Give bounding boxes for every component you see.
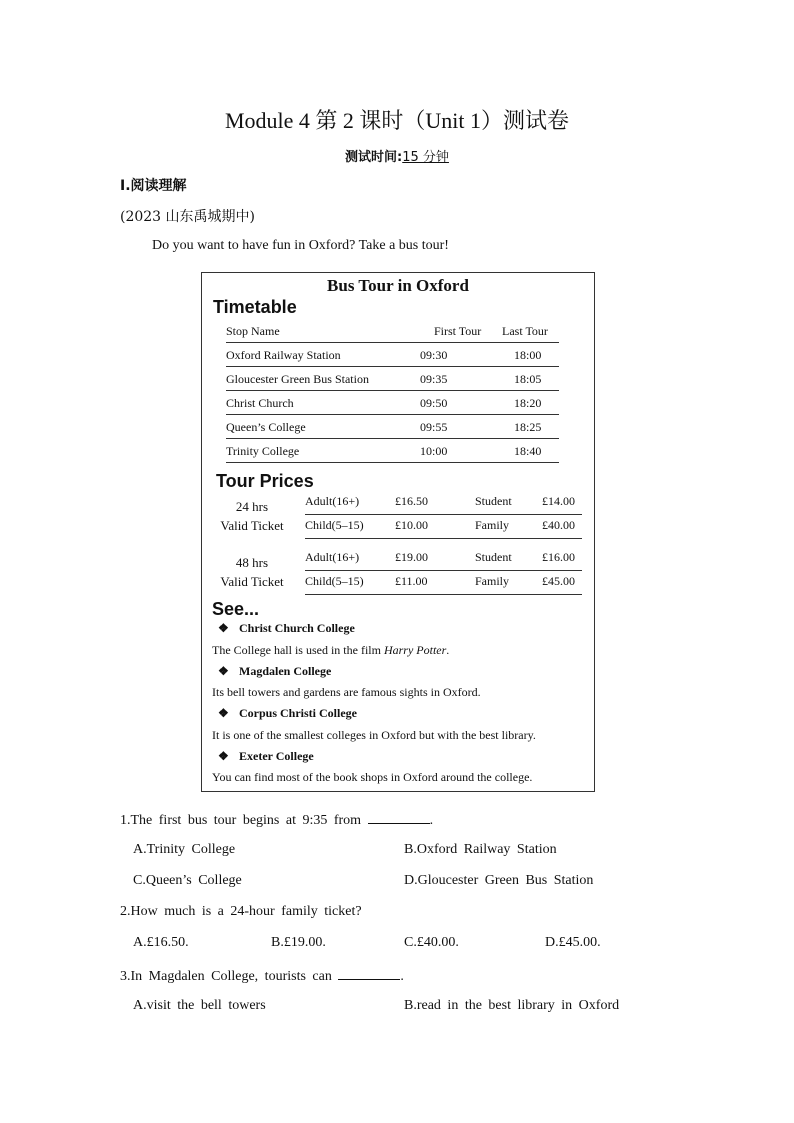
- ticket-type: Valid Ticket: [220, 574, 284, 589]
- answer-blank[interactable]: [338, 967, 400, 980]
- header-stop-name: Stop Name: [226, 324, 280, 338]
- timetable-row: [226, 391, 559, 415]
- price-category: Adult(16+): [305, 494, 360, 508]
- price-category: Family: [475, 574, 510, 588]
- college-name: Magdalen College: [239, 664, 332, 678]
- timetable-row: [226, 367, 559, 391]
- price-category: Family: [475, 518, 510, 532]
- first-tour-time: 10:00: [420, 444, 448, 458]
- duration: 48 hrs: [235, 555, 269, 570]
- desc-text: You can find most of the book shops in Oxford around the college.: [212, 770, 533, 784]
- see-item: [218, 621, 355, 636]
- college-name: Corpus Christi College: [239, 706, 357, 720]
- test-time-value: 15 分钟: [402, 150, 449, 165]
- answer-blank[interactable]: [368, 811, 430, 824]
- last-tour-time: 18:05: [514, 372, 542, 386]
- price-value: £16.50: [395, 494, 428, 508]
- timetable-heading: Timetable: [213, 297, 297, 317]
- first-tour-time: 09:30: [420, 348, 448, 362]
- bus-tour-notice: [201, 272, 595, 792]
- question-stem: 1.The first bus tour begins at 9:35 from: [120, 813, 368, 828]
- desc-text: It is one of the smallest colleges in Oxford but with the best library.: [212, 728, 536, 742]
- price-group-label: [212, 497, 292, 535]
- price-row: [305, 547, 582, 571]
- price-group-label: [212, 553, 292, 591]
- question-3: [120, 967, 404, 985]
- intro-text: Do you want to have fun in Oxford? Take a bus tour!: [152, 238, 449, 253]
- option-a[interactable]: A.Trinity College: [133, 842, 236, 857]
- option-d[interactable]: D.Gloucester Green Bus Station: [404, 873, 594, 888]
- stop-name: Queen’s College: [226, 420, 306, 434]
- desc-text: The College hall is used in the film: [212, 643, 384, 657]
- price-category: Student: [475, 550, 512, 564]
- timetable-row: [226, 415, 559, 439]
- option-b[interactable]: B.read in the best library in Oxford: [404, 998, 620, 1013]
- price-category: Student: [475, 494, 512, 508]
- page-title: Module 4 第 2 课时（Unit 1）测试卷: [224, 108, 570, 133]
- diamond-bullet-icon: ❖: [218, 749, 229, 763]
- last-tour-time: 18:40: [514, 444, 542, 458]
- stop-name: Christ Church: [226, 396, 294, 410]
- timetable-header-row: [226, 319, 559, 343]
- option-c[interactable]: C.Queen’s College: [133, 873, 242, 888]
- option-c[interactable]: C.£40.00.: [404, 935, 459, 950]
- source-note: (2023 山东禹城期中): [120, 209, 256, 225]
- option-b[interactable]: B.£19.00.: [271, 935, 326, 950]
- price-value: £14.00: [542, 494, 575, 508]
- first-tour-time: 09:50: [420, 396, 448, 410]
- diamond-bullet-icon: ❖: [218, 621, 229, 635]
- prices-heading: Tour Prices: [216, 471, 314, 491]
- option-a[interactable]: A.£16.50.: [133, 935, 189, 950]
- ticket-type: Valid Ticket: [220, 518, 284, 533]
- header-first-tour: First Tour: [434, 324, 482, 338]
- price-row: [305, 515, 582, 539]
- desc-text: .: [446, 643, 450, 657]
- see-description: [212, 728, 536, 743]
- section-heading: Ⅰ.阅读理解: [120, 178, 187, 194]
- price-row: [305, 491, 582, 515]
- test-time-label: 测试时间:: [345, 150, 403, 165]
- college-name: Christ Church College: [239, 621, 355, 635]
- price-value: £19.00: [395, 550, 428, 564]
- timetable-row: [226, 439, 559, 463]
- see-description: [212, 770, 532, 785]
- see-item: [218, 664, 331, 679]
- price-category: Child(5–15): [305, 518, 364, 532]
- see-item: [218, 706, 357, 721]
- price-row: [305, 571, 582, 595]
- first-tour-time: 09:55: [420, 420, 448, 434]
- price-value: £45.00: [542, 574, 575, 588]
- price-value: £11.00: [395, 574, 428, 588]
- stop-name: Oxford Railway Station: [226, 348, 341, 362]
- see-description: [212, 643, 449, 658]
- last-tour-time: 18:00: [514, 348, 542, 362]
- question-stem-end: .: [429, 813, 434, 828]
- film-title: Harry Potter: [383, 643, 447, 657]
- see-description: [212, 685, 481, 700]
- question-2: 2.How much is a 24-hour family ticket?: [120, 904, 362, 919]
- last-tour-time: 18:25: [514, 420, 542, 434]
- diamond-bullet-icon: ❖: [218, 664, 229, 678]
- see-heading: See...: [212, 599, 260, 619]
- question-stem-end: .: [400, 969, 404, 984]
- option-b[interactable]: B.Oxford Railway Station: [404, 842, 557, 857]
- option-d[interactable]: D.£45.00.: [545, 935, 601, 950]
- last-tour-time: 18:20: [514, 396, 542, 410]
- stop-name: Trinity College: [226, 444, 300, 458]
- duration: 24 hrs: [235, 499, 269, 514]
- option-a[interactable]: A.visit the bell towers: [133, 998, 266, 1013]
- timetable-row: [226, 343, 559, 367]
- price-value: £10.00: [395, 518, 428, 532]
- college-name: Exeter College: [239, 749, 314, 763]
- header-last-tour: Last Tour: [502, 324, 548, 338]
- desc-text: Its bell towers and gardens are famous sights in Oxford.: [212, 685, 481, 699]
- stop-name: Gloucester Green Bus Station: [226, 372, 369, 386]
- see-item: [218, 749, 314, 764]
- price-value: £40.00: [542, 518, 575, 532]
- test-time: [0, 146, 794, 165]
- question-1: [120, 811, 433, 829]
- question-stem: 3.In Magdalen College, tourists can: [120, 969, 339, 984]
- price-category: Adult(16+): [305, 550, 360, 564]
- price-category: Child(5–15): [305, 574, 364, 588]
- notice-title: Bus Tour in Oxford: [327, 276, 469, 295]
- first-tour-time: 09:35: [420, 372, 448, 386]
- price-value: £16.00: [542, 550, 575, 564]
- diamond-bullet-icon: ❖: [218, 706, 229, 720]
